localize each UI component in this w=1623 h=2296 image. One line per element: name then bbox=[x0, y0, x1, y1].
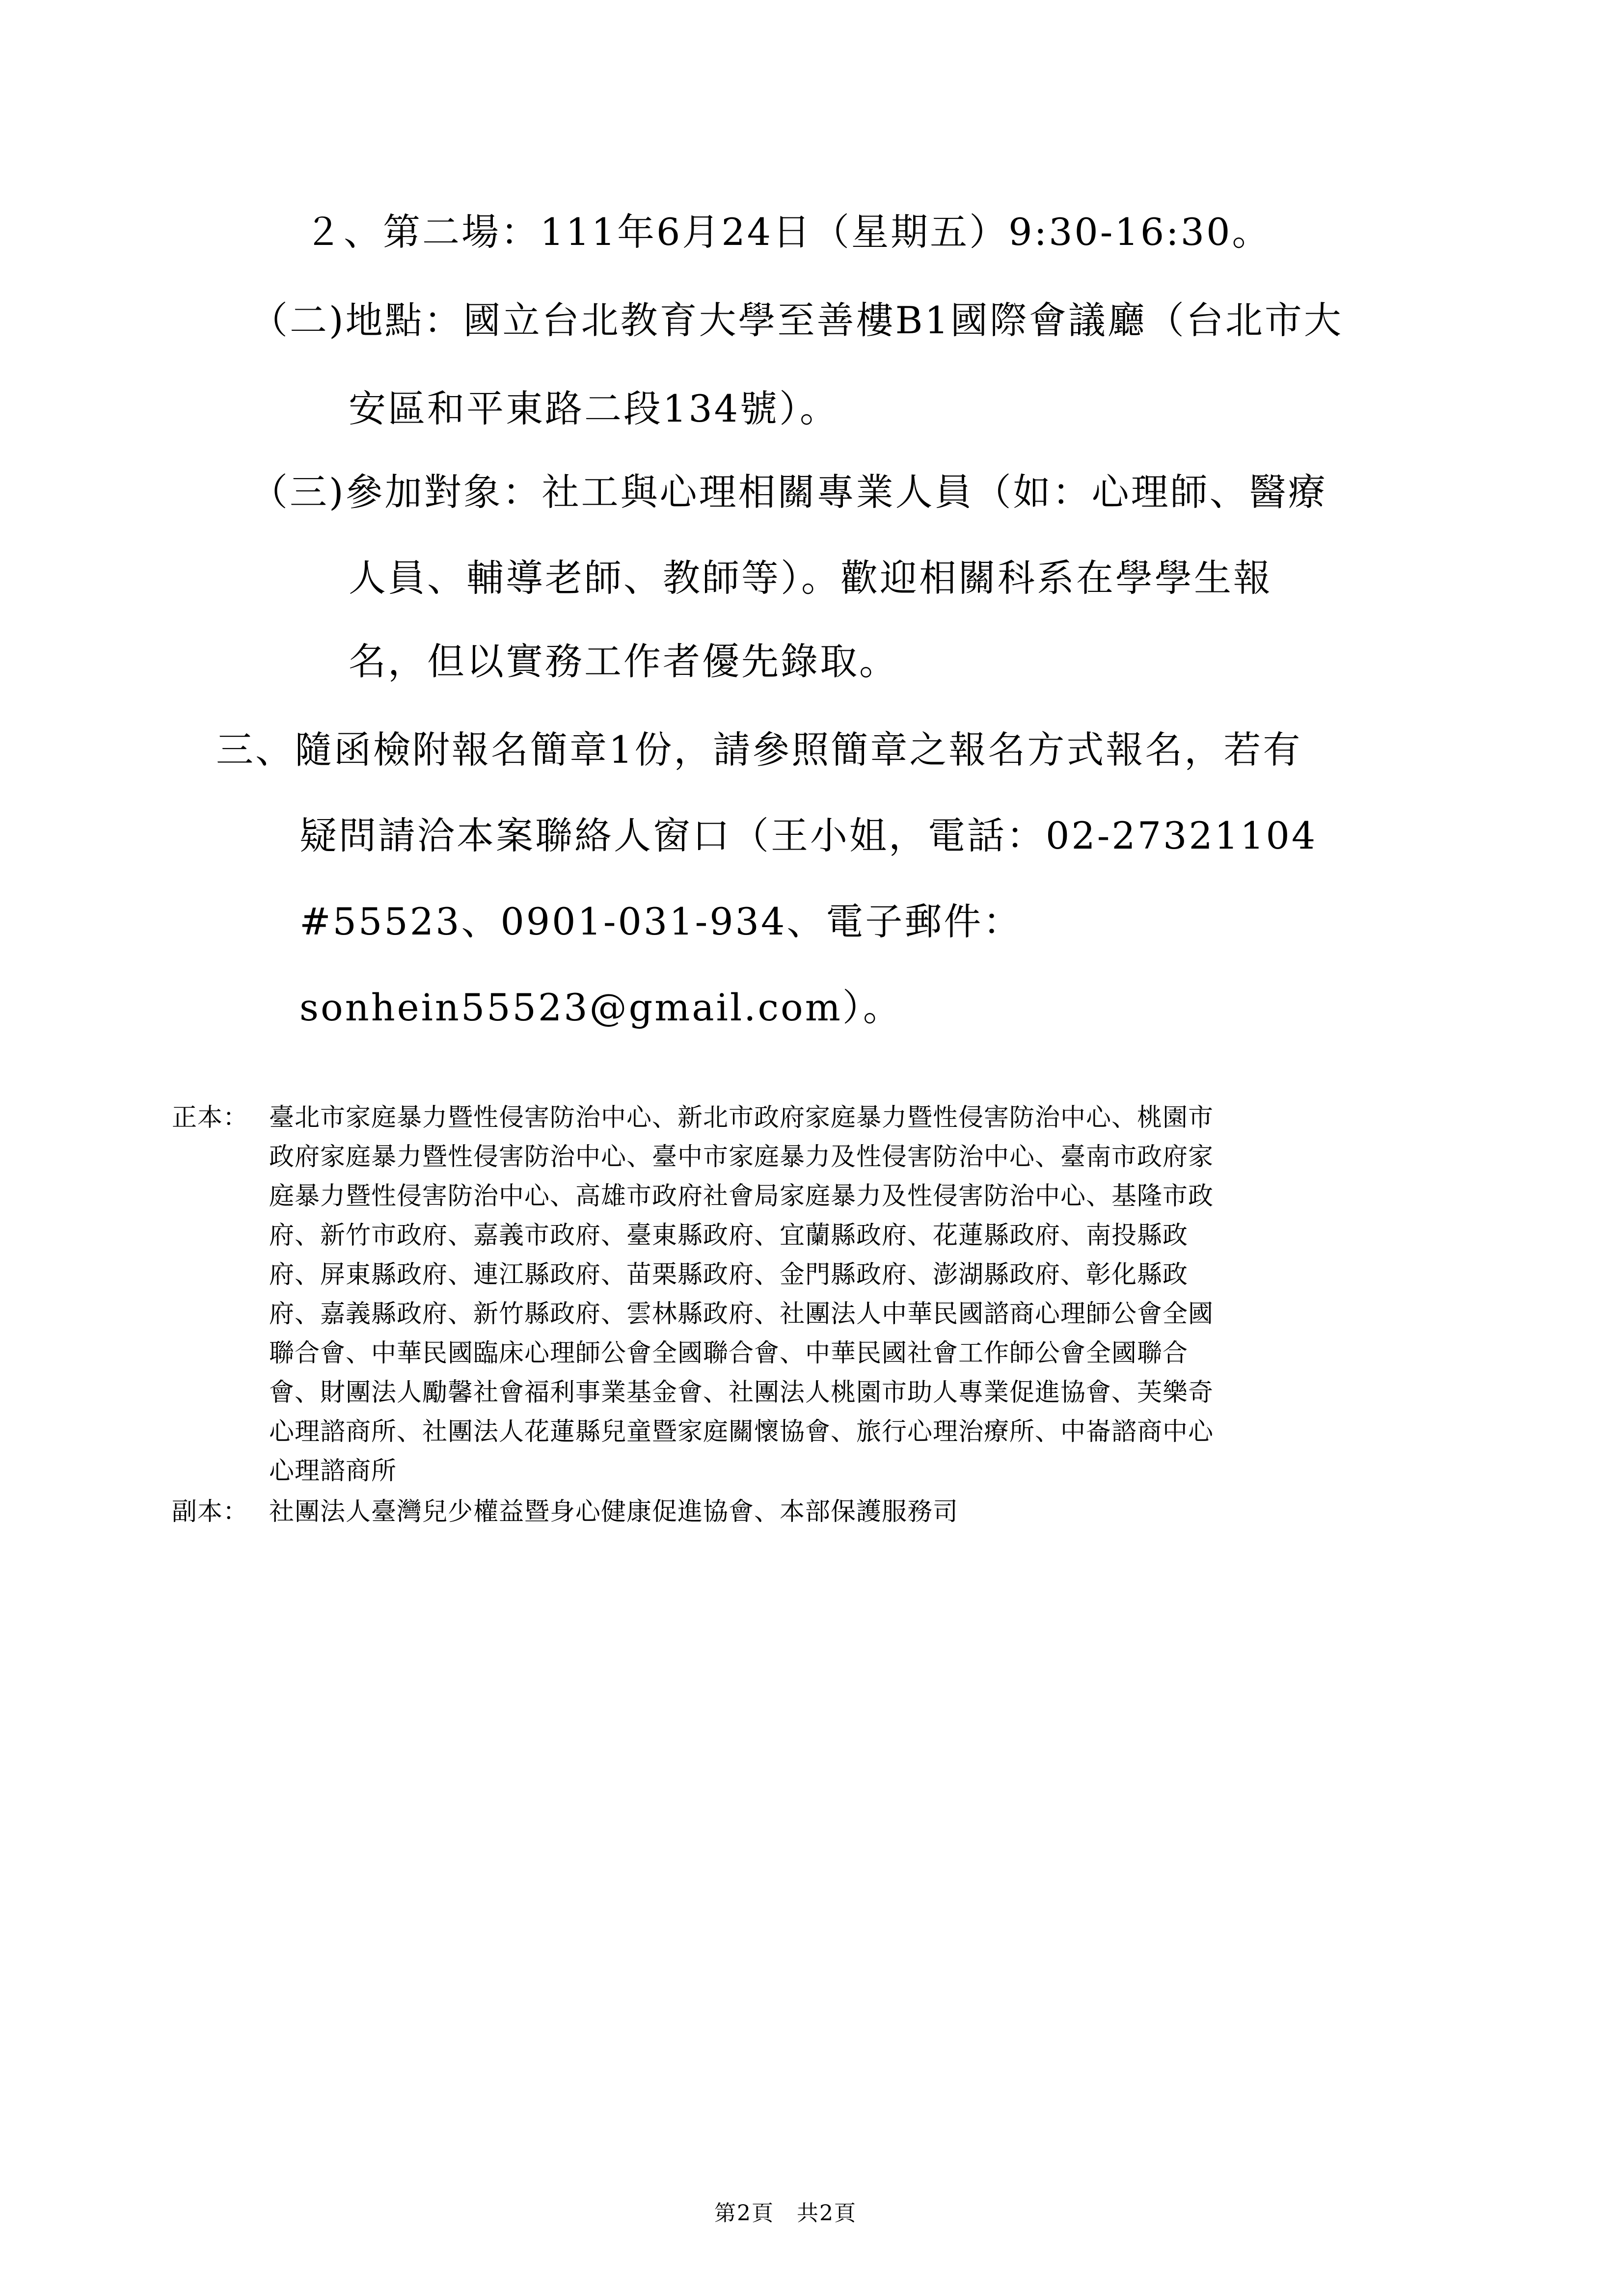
distribution-copy-text: 社團法人臺灣兒少權益暨身心健康促進協會、本部保護服務司 bbox=[269, 1497, 959, 1526]
distribution-copy-label: 副本： bbox=[172, 1497, 249, 1526]
distribution-original-line: 聯合會、中華民國臨床心理師公會全國聯合會、中華民國社會工作師公會全國聯合 bbox=[269, 1339, 1189, 1368]
distribution-original-line: 臺北市家庭暴力暨性侵害防治中心、新北市政府家庭暴力暨性侵害防治中心、桃園市 bbox=[269, 1103, 1214, 1132]
participants-line-1: （三)參加對象：社工與心理相關專業人員（如：心理師、醫療 bbox=[250, 470, 1327, 514]
distribution-original-line: 政府家庭暴力暨性侵害防治中心、臺中市家庭暴力及性侵害防治中心、臺南市政府家 bbox=[269, 1143, 1214, 1172]
distribution-original-line: 府、新竹市政府、嘉義市政府、臺東縣政府、宜蘭縣政府、花蓮縣政府、南投縣政 bbox=[269, 1221, 1189, 1250]
participants-line-3: 名，但以實務工作者優先錄取。 bbox=[349, 640, 898, 683]
distribution-original-line: 心理諮商所、社團法人花蓮縣兒童暨家庭關懷協會、旅行心理治療所、中崙諮商中心 bbox=[269, 1417, 1214, 1446]
item-3-line-3: #55523、0901-031-934、電子郵件： bbox=[299, 900, 1023, 943]
item-3-line-1: 三、隨函檢附報名簡章1份，請參照簡章之報名方式報名，若有 bbox=[216, 728, 1302, 772]
distribution-original-line: 會、財團法人勵馨社會福利事業基金會、社團法人桃園市助人專業促進協會、芙樂奇 bbox=[269, 1378, 1214, 1407]
distribution-original-line: 府、屏東縣政府、連江縣政府、苗栗縣政府、金門縣政府、澎湖縣政府、彰化縣政 bbox=[269, 1260, 1189, 1289]
location-line-1: （二)地點：國立台北教育大學至善樓B1國際會議廳（台北市大 bbox=[250, 298, 1343, 342]
distribution-original-line: 心理諮商所 bbox=[269, 1457, 397, 1486]
participants-line-2: 人員、輔導老師、教師等）。歡迎相關科系在學學生報 bbox=[349, 556, 1272, 600]
distribution-original-label: 正本： bbox=[172, 1103, 249, 1132]
distribution-original-line: 府、嘉義縣政府、新竹縣政府、雲林縣政府、社團法人中華民國諮商心理師公會全國 bbox=[269, 1300, 1214, 1329]
item-3-line-2: 疑問請洽本案聯絡人窗口（王小姐，電話：02-27321104 bbox=[299, 814, 1318, 857]
item-3-line-4: sonhein55523@gmail.com）。 bbox=[299, 986, 902, 1029]
distribution-original-line: 庭暴力暨性侵害防治中心、高雄市政府社會局家庭暴力及性侵害防治中心、基隆市政 bbox=[269, 1182, 1214, 1211]
location-line-2: 安區和平東路二段134號）。 bbox=[349, 387, 839, 430]
session-2-line: ２、第二場：111年6月24日（星期五）9:30-16:30。 bbox=[304, 210, 1271, 254]
page-number: 第2頁 共2頁 bbox=[714, 2201, 857, 2226]
